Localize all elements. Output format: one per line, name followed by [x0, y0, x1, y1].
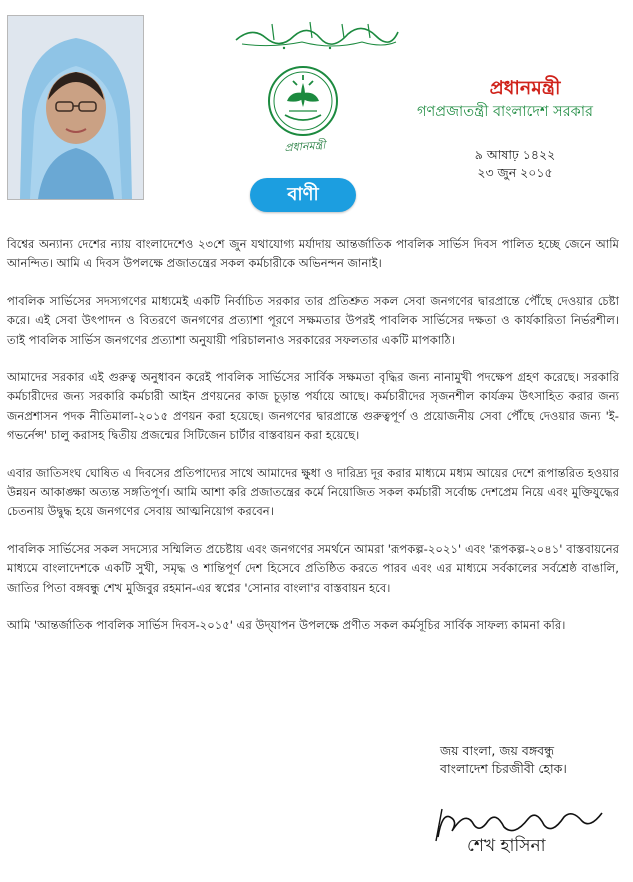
bismillah-calligraphy [232, 18, 400, 52]
page-subtitle: গণপ্রজাতন্ত্রী বাংলাদেশ সরকার [416, 104, 593, 120]
paragraph: বিশ্বের অন্যান্য দেশের ন্যায় বাংলাদেশেও ২৩শে জুন যথাযোগ্য মর্যাদায় আন্তর্জাতিক পাবলিক সার্ভিস দিবস পালিত হচ্ছে জেনে আমি আনন্দিত। আমি এ দিবস উপলক্ষে প্রজাতন্ত্রের সকল কর্মচারীকে অভিনন্দন জানাই। [7, 237, 619, 271]
emblem-label: প্রধানমন্ত্রী [284, 138, 326, 155]
page-title: প্রধানমন্ত্রী [489, 77, 561, 99]
paragraph: আমাদের সরকার এই গুরুত্ব অনুধাবন করেই পাবলিক সার্ভিসের সার্বিক সক্ষমতা বৃদ্ধির জন্য নানামুখী পদক্ষেপ গ্রহণ করেছে। সরকারি কর্মচারীদের জন্য সরকারি কর্মচারী আইন প্রণয়নের কাজ চূড়ান্ত পর্যায়ে আছে। কর্মচারীদের সৃজনশীল কার্যক্রম উৎসাহিত করার জন্য জনপ্রশাসন পদক নীতিমালা-২০১৫ প্রণয়ন করা হয়েছে। জনগণের দ্বারপ্রান্তে গুরুত্বপূর্ণ ও প্রয়োজনীয় সেবা পৌঁছে দেওয়ার জন্য 'ই-গভর্নেন্স' চালু করাসহ দ্বিতীয় প্রজন্মের সিটিজেন চার্টার বাস্তবায়ন করা হয়েছে। [7, 370, 619, 443]
paragraph: পাবলিক সার্ভিসের সকল সদস্যের সম্মিলিত প্রচেষ্টায় এবং জনগণের সমর্থনে আমরা 'রূপকল্প-২০২১' এবং 'রূপকল্প-২০৪১' বাস্তবায়নের মাধ্যমে বাংলাদেশকে একটি সুখী, সমৃদ্ধ ও শান্তিপূর্ণ দেশ হিসেবে প্রতিষ্ঠিত করতে পারব এবং এর মাধ্যমে সর্বকালের সর্বশ্রেষ্ঠ বাঙালি, জাতির পিতা বঙ্গবন্ধু শেখ মুজিবুর রহমান-এর স্বপ্নের 'সোনার বাংলা'র বাস্তবায়ন হবে। [7, 541, 619, 595]
portrait-photo [7, 15, 144, 200]
paragraph: এবার জাতিসংঘ ঘোষিত এ দিবসের প্রতিপাদ্যের সাথে আমাদের ক্ষুধা ও দারিদ্র্য দূর করার মাধ্যমে মধ্যম আয়ের দেশে রূপান্তরিত হওয়ার উন্নয়ন আকাঙ্ক্ষা অত্যন্ত সঙ্গতিপূর্ণ। আমি আশা করি প্রজাতন্ত্রের কর্মে নিয়োজিত সকল কর্মচারী সর্বোচ্চ দেশপ্রেম নিয়ে এবং মুক্তিযুদ্ধের চেতনায় উদ্বুদ্ধ হয়ে জনগণের সেবায় আত্মনিয়োগ করবেন। [7, 465, 619, 519]
paragraph: পাবলিক সার্ভিসের সদস্যগণের মাধ্যমেই একটি নির্বাচিত সরকার তার প্রতিশ্রুত সকল সেবা জনগণের দ্বারপ্রান্তে পৌঁছে দেওয়ার চেষ্টা করে। এই সেবা উৎপাদন ও বিতরণে জনগণের প্রত্যাশা পূরণে সক্ষমতার উপরই পাবলিক সার্ভিসের দক্ষতা ও কার্যকারিতা নির্ভরশীল। তাই পাবলিক সার্ভিস জনগণের প্রত্যাশা অনুযায়ী পরিচালনাও সরকারের সফলতার একটি মাপকাঠি। [7, 293, 619, 347]
message-badge: বাণী [250, 178, 356, 212]
portrait-image [8, 16, 143, 199]
date-bangla: ৯ আষাঢ় ১৪২২ [474, 147, 556, 162]
paragraph: আমি 'আন্তর্জাতিক পাবলিক সার্ভিস দিবস-২০১৫' এর উদ্‌যাপন উপলক্ষে প্রণীত সকল কর্মসূচির সার্বিক সাফল্য কামনা করি। [7, 618, 566, 633]
closing-lines [440, 742, 610, 778]
signer-name: শেখ হাসিনা [467, 836, 546, 856]
closing-line-1: জয় বাংলা, জয় বঙ্গবন্ধু [440, 743, 554, 758]
message-body [7, 235, 619, 654]
date-gregorian: ২৩ জুন ২০১৫ [477, 165, 553, 180]
closing-line-2: বাংলাদেশ চিরজীবী হোক। [440, 761, 567, 776]
